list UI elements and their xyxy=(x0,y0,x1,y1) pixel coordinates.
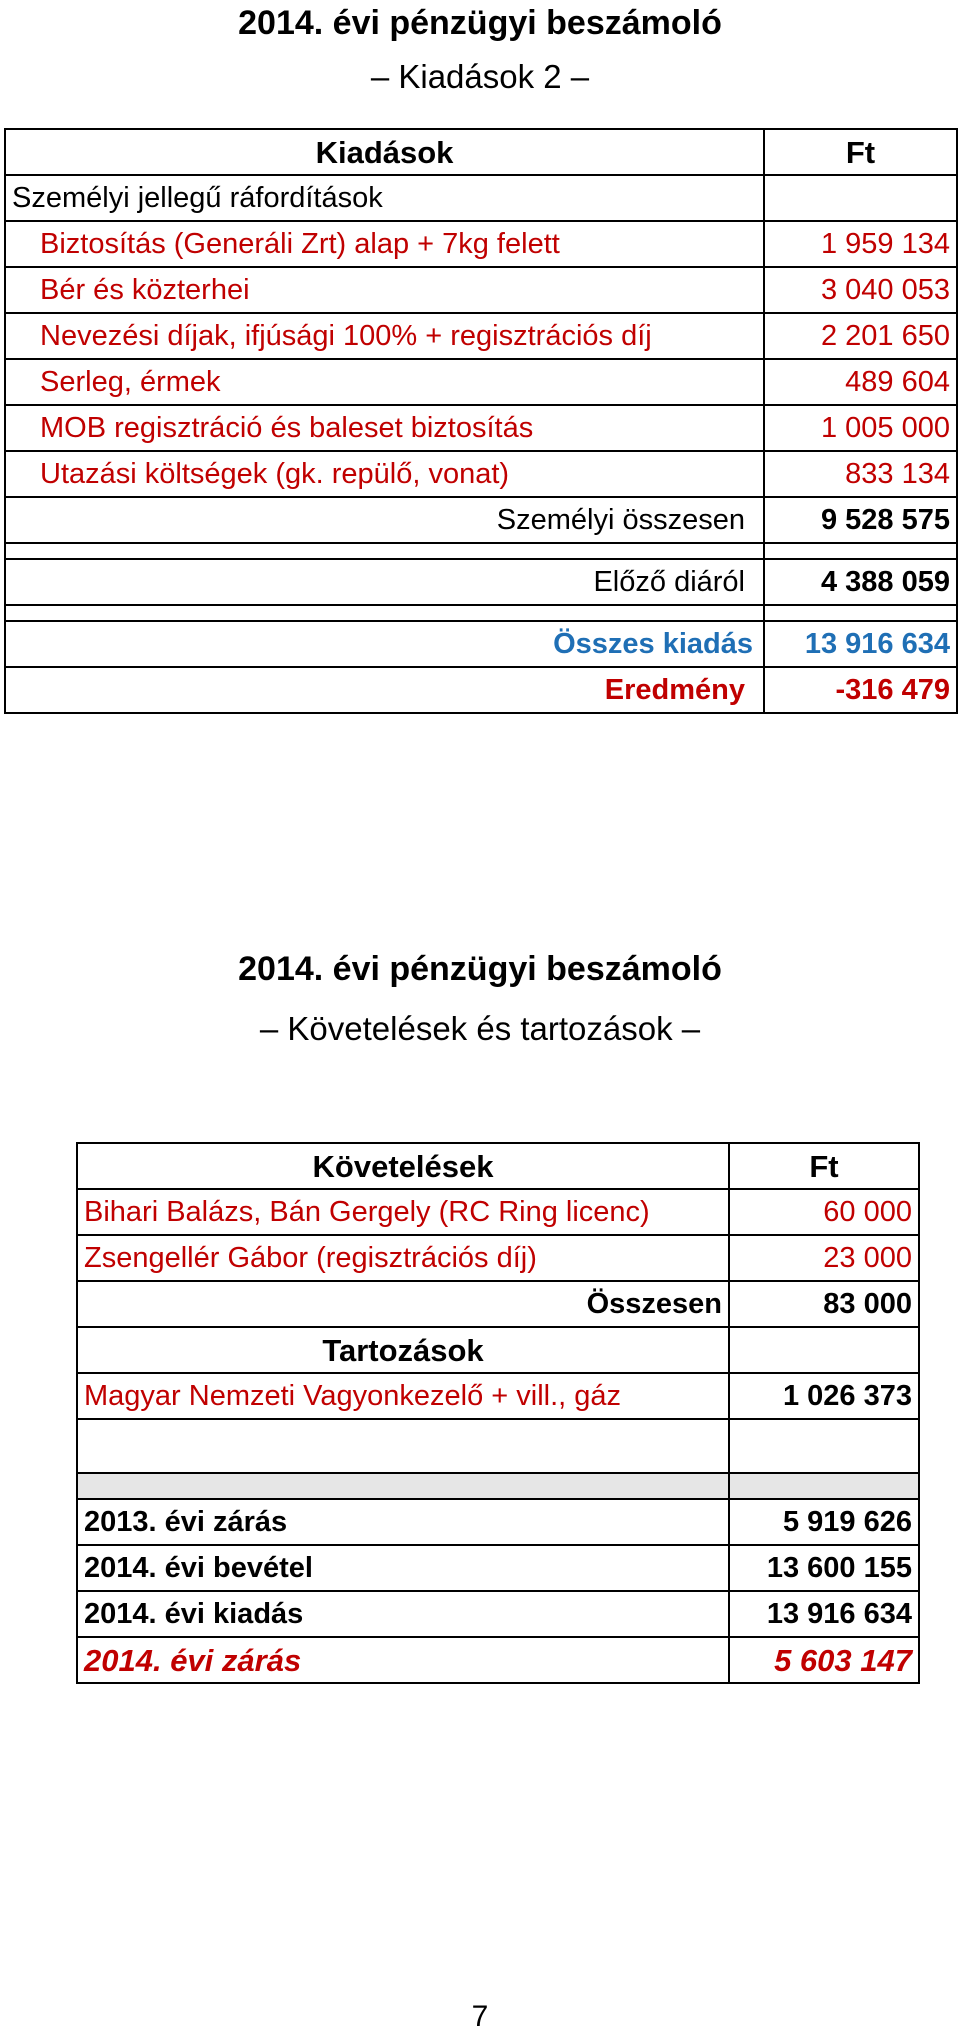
table-row xyxy=(77,1189,919,1235)
closing-row xyxy=(77,1637,919,1683)
section-subtitle: – Követelések és tartozások – xyxy=(259,1010,701,1047)
page-number: 7 xyxy=(471,2000,489,2033)
row-label: Nevezési díjak, ifjúsági 100% + regisztrációs díj xyxy=(5,313,764,359)
table-header-row xyxy=(5,129,957,175)
claim-value: 60 000 xyxy=(729,1189,919,1235)
summary-value: 13 916 634 xyxy=(729,1591,919,1637)
empty-cell xyxy=(764,175,957,221)
row-value: 1 959 134 xyxy=(764,221,957,267)
result-value: -316 479 xyxy=(764,667,957,713)
header-label: Kiadások xyxy=(5,129,764,175)
claims-total-row xyxy=(77,1281,919,1327)
personal-total-label: Személyi összesen xyxy=(5,497,764,543)
page-subtitle: – Kiadások 2 – xyxy=(370,58,590,95)
table-row xyxy=(77,1235,919,1281)
prev-slide-row xyxy=(5,559,957,605)
claim-value: 23 000 xyxy=(729,1235,919,1281)
summary-label: 2014. évi bevétel xyxy=(77,1545,729,1591)
claims-unit: Ft xyxy=(729,1143,919,1189)
row-value: 489 604 xyxy=(764,359,957,405)
debt-label: Magyar Nemzeti Vagyonkezelő + vill., gáz xyxy=(77,1373,729,1419)
spacer-row xyxy=(77,1419,919,1473)
row-label: Utazási költségek (gk. repülő, vonat) xyxy=(5,451,764,497)
claims-header: Követelések xyxy=(77,1143,729,1189)
table-row xyxy=(5,313,957,359)
row-value: 3 040 053 xyxy=(764,267,957,313)
section-title: 2014. évi pénzügyi beszámoló xyxy=(238,950,722,988)
row-label: Serleg, érmek xyxy=(5,359,764,405)
row-value: 2 201 650 xyxy=(764,313,957,359)
claims-debts-table xyxy=(76,1142,920,1684)
table-row xyxy=(5,451,957,497)
group-row xyxy=(5,175,957,221)
debt-value: 1 026 373 xyxy=(729,1373,919,1419)
debts-header-row xyxy=(77,1327,919,1373)
claims-total-label: Összesen xyxy=(77,1281,729,1327)
spacer-row xyxy=(5,605,957,621)
spacer-row xyxy=(5,543,957,559)
table-row xyxy=(5,267,957,313)
claims-header-row xyxy=(77,1143,919,1189)
claims-total-value: 83 000 xyxy=(729,1281,919,1327)
expenses-table xyxy=(4,128,958,714)
closing-value: 5 603 147 xyxy=(729,1637,919,1683)
total-expense-value: 13 916 634 xyxy=(764,621,957,667)
table-row xyxy=(5,221,957,267)
page-title: 2014. évi pénzügyi beszámoló xyxy=(238,4,722,42)
total-expense-row xyxy=(5,621,957,667)
empty-cell xyxy=(729,1327,919,1373)
row-label: Bér és közterhei xyxy=(5,267,764,313)
row-label: Biztosítás (Generáli Zrt) alap + 7kg felett xyxy=(5,221,764,267)
summary-row xyxy=(77,1591,919,1637)
prev-slide-value: 4 388 059 xyxy=(764,559,957,605)
summary-value: 13 600 155 xyxy=(729,1545,919,1591)
table-row xyxy=(77,1373,919,1419)
closing-label: 2014. évi zárás xyxy=(77,1637,729,1683)
result-row xyxy=(5,667,957,713)
row-label: MOB regisztráció és baleset biztosítás xyxy=(5,405,764,451)
debts-header: Tartozások xyxy=(77,1327,729,1373)
row-value: 833 134 xyxy=(764,451,957,497)
summary-row xyxy=(77,1499,919,1545)
prev-slide-label: Előző diáról xyxy=(5,559,764,605)
result-label: Eredmény xyxy=(5,667,764,713)
personal-total-value: 9 528 575 xyxy=(764,497,957,543)
personal-total-row xyxy=(5,497,957,543)
row-value: 1 005 000 xyxy=(764,405,957,451)
table-row xyxy=(5,405,957,451)
summary-label: 2013. évi zárás xyxy=(77,1499,729,1545)
claim-label: Bihari Balázs, Bán Gergely (RC Ring licenc) xyxy=(77,1189,729,1235)
group-label: Személyi jellegű ráfordítások xyxy=(5,175,764,221)
summary-label: 2014. évi kiadás xyxy=(77,1591,729,1637)
summary-row xyxy=(77,1545,919,1591)
grey-spacer-row xyxy=(77,1473,919,1499)
summary-value: 5 919 626 xyxy=(729,1499,919,1545)
table-row xyxy=(5,359,957,405)
header-unit: Ft xyxy=(764,129,957,175)
claim-label: Zsengellér Gábor (regisztrációs díj) xyxy=(77,1235,729,1281)
total-expense-label: Összes kiadás xyxy=(5,621,764,667)
